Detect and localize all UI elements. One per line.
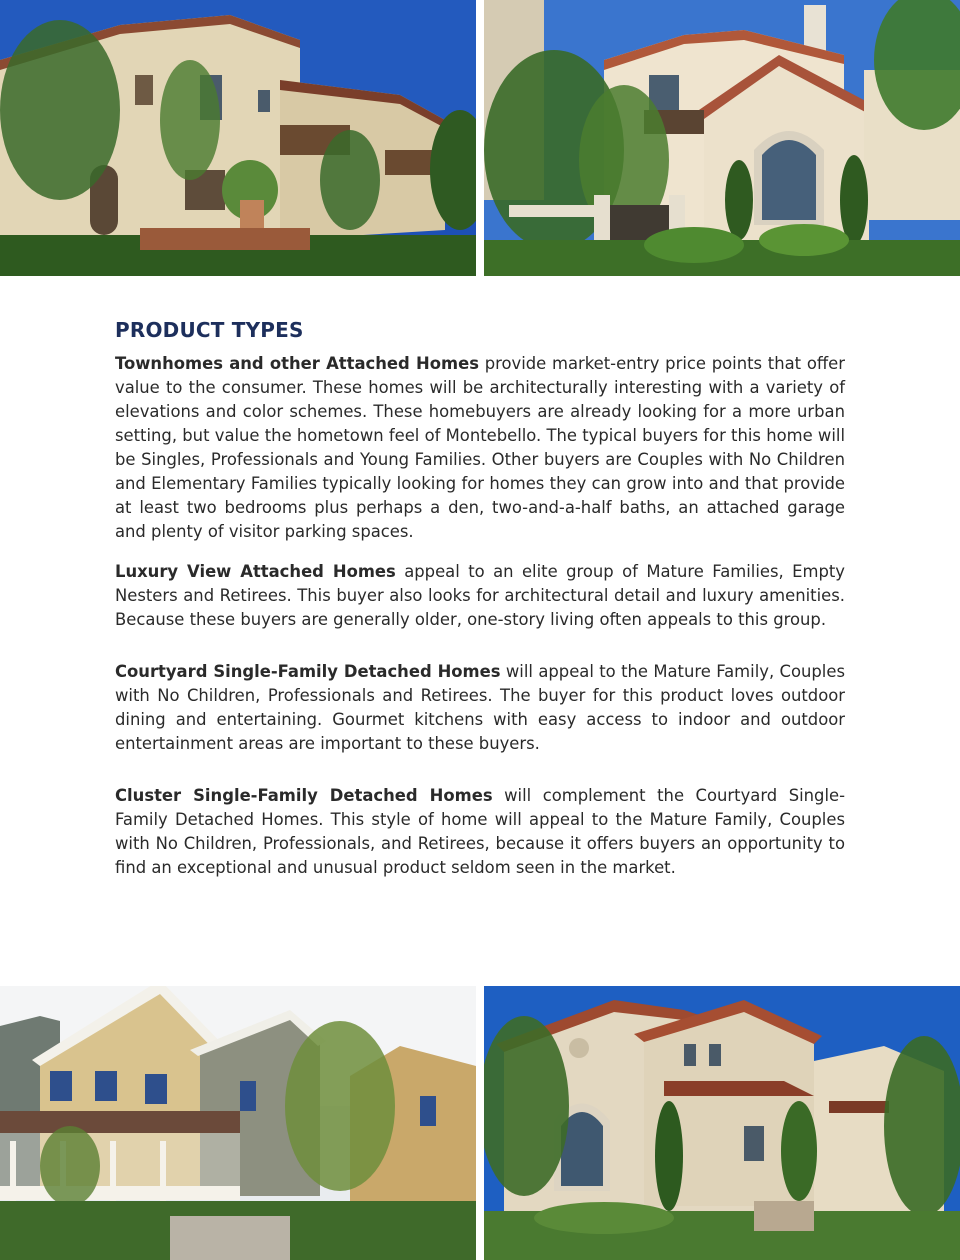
paragraph-lead: Cluster Single-Family Detached Homes [115,786,493,805]
paragraph-text: provide market-entry price points that offer value to the consumer. These homes will be architecturally interesting with a variety of elevations and color schemes. These homebuyers are already looking for a more urban setting, but value the hometown feel of Montebello. The typical buyers for this home will be Singles, Professionals and Young Families. Other buyers are Couples with No Children and Elementary Families typically looking for homes they can grow into and that provide at least two bedrooms plus perhaps a den, two-and-a-half baths, an attached garage and plenty of visitor parking spaces. [115,354,845,541]
page-title: PRODUCT TYPES [115,318,304,342]
paragraph-luxury-view [115,560,845,632]
paragraph-text: will complement the Courtyard Single-Family Detached Homes. This style of home will appeal to the Mature Family, Couples with No Children, Professionals, and Retirees, because it offers buyers an opportunity to find an exceptional and unusual product seldom seen in the market. [115,786,845,877]
spanish-house-photo-icon [484,986,960,1260]
paragraph-lead: Courtyard Single-Family Detached Homes [115,662,501,681]
paragraph-courtyard [115,660,845,756]
townhome-photo-icon [0,0,476,276]
paragraph-text: appeal to an elite group of Mature Families, Empty Nesters and Retirees. This buyer also looks for architectural detail and luxury amenities. Because these buyers are generally older, one-story living often appeals to this group. [115,562,845,629]
paragraph-townhomes [115,352,845,544]
craftsman-townhome-photo-icon [0,986,476,1260]
paragraph-lead: Luxury View Attached Homes [115,562,396,581]
paragraph-text: will appeal to the Mature Family, Couples with No Children, Professionals and Retirees. The buyer for this product loves outdoor dining and entertaining. Gourmet kitchens with easy access to indoor and outdoor entertainment areas are important to these buyers. [115,662,845,753]
paragraph-cluster [115,784,845,880]
document-body [115,318,845,880]
mediterranean-house-photo-icon [484,0,960,276]
paragraph-lead: Townhomes and other Attached Homes [115,354,479,373]
